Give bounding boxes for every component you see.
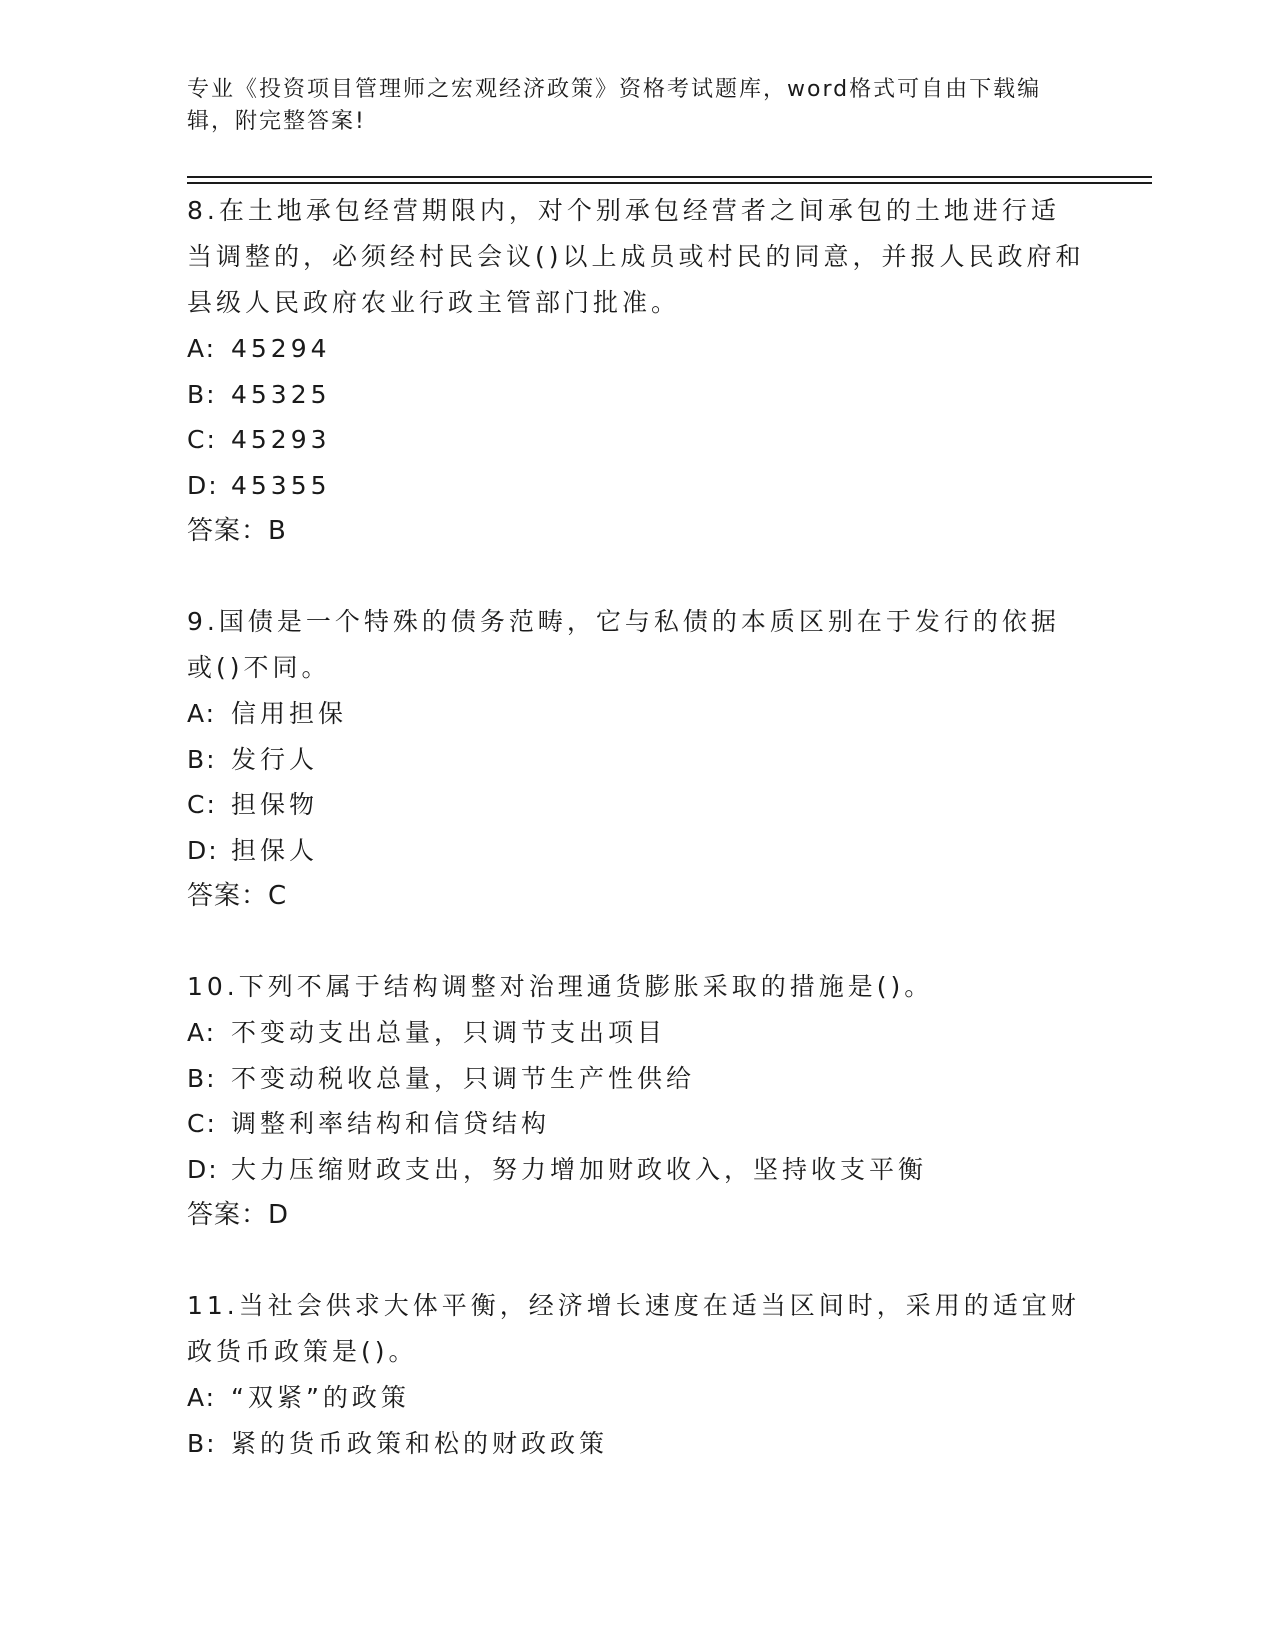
option-key: B: xyxy=(187,1063,217,1093)
option-value: 担保人 xyxy=(231,835,319,865)
option-b xyxy=(187,737,1087,783)
question-spacer xyxy=(187,919,1087,964)
option-b xyxy=(187,1421,1087,1467)
answer-label: 答案：C xyxy=(187,881,288,911)
option-key: D: xyxy=(187,470,219,500)
option-a xyxy=(187,1375,1087,1421)
option-key: A: xyxy=(187,334,217,363)
option-key: D: xyxy=(187,1154,219,1184)
option-c xyxy=(187,1101,1087,1147)
option-a xyxy=(187,691,1087,737)
question-8 xyxy=(187,188,1087,554)
question-list xyxy=(187,188,1087,1466)
header-rule-bottom xyxy=(187,182,1152,184)
option-key: B: xyxy=(187,744,217,774)
option-value: 担保物 xyxy=(231,790,319,819)
option-d xyxy=(187,1147,1087,1193)
option-value: “双紧”的政策 xyxy=(231,1383,410,1412)
option-key: C: xyxy=(187,1109,217,1138)
option-value: 45293 xyxy=(231,425,331,454)
option-value: 45325 xyxy=(231,379,331,409)
option-key: A: xyxy=(187,1018,217,1047)
option-d xyxy=(187,463,1087,509)
option-key: A: xyxy=(187,1383,217,1412)
option-value: 不变动税收总量，只调节生产性供给 xyxy=(231,1063,696,1093)
question-text: 11.当社会供求大体平衡，经济增长速度在适当区间时，采用的适宜财政货币政策是()。 xyxy=(187,1291,1080,1366)
option-b xyxy=(187,1056,1087,1102)
question-9 xyxy=(187,599,1087,919)
question-text: 9.国债是一个特殊的债务范畴，它与私债的本质区别在于发行的依据或()不同。 xyxy=(187,607,1060,682)
option-value: 45294 xyxy=(231,334,331,363)
option-d xyxy=(187,828,1087,874)
option-value: 信用担保 xyxy=(231,699,348,728)
option-a xyxy=(187,326,1087,372)
option-key: C: xyxy=(187,790,217,819)
option-key: D: xyxy=(187,835,219,865)
option-value: 大力压缩财政支出，努力增加财政收入，坚持收支平衡 xyxy=(231,1154,928,1184)
option-value: 调整利率结构和信贷结构 xyxy=(231,1109,551,1138)
question-text: 10.下列不属于结构调整对治理通货膨胀采取的措施是()。 xyxy=(187,972,934,1001)
option-c xyxy=(187,417,1087,463)
option-key: B: xyxy=(187,1428,217,1458)
option-key: C: xyxy=(187,425,217,454)
header-rule-top xyxy=(187,176,1152,178)
question-spacer xyxy=(187,1238,1087,1283)
option-b xyxy=(187,372,1087,418)
answer-label: 答案：B xyxy=(187,516,287,546)
question-text: 8.在土地承包经营期限内，对个别承包经营者之间承包的土地进行适当调整的，必须经村民会议()以上成员或村民的同意，并报人民政府和县级人民政府农业行政主管部门批准。 xyxy=(187,196,1085,317)
option-key: A: xyxy=(187,699,217,728)
question-10 xyxy=(187,964,1087,1238)
option-value: 45355 xyxy=(231,470,331,500)
option-a xyxy=(187,1010,1087,1056)
option-value: 不变动支出总量，只调节支出项目 xyxy=(231,1018,667,1047)
option-value: 发行人 xyxy=(231,744,319,774)
question-spacer xyxy=(187,554,1087,599)
option-key: B: xyxy=(187,379,217,409)
option-c xyxy=(187,782,1087,828)
option-value: 紧的货币政策和松的财政政策 xyxy=(231,1428,609,1458)
question-11 xyxy=(187,1283,1087,1466)
document-header: 专业《投资项目管理师之宏观经济政策》资格考试题库，word格式可自由下载编辑，附完整答案! xyxy=(187,77,1042,134)
answer-label: 答案：D xyxy=(187,1200,290,1230)
